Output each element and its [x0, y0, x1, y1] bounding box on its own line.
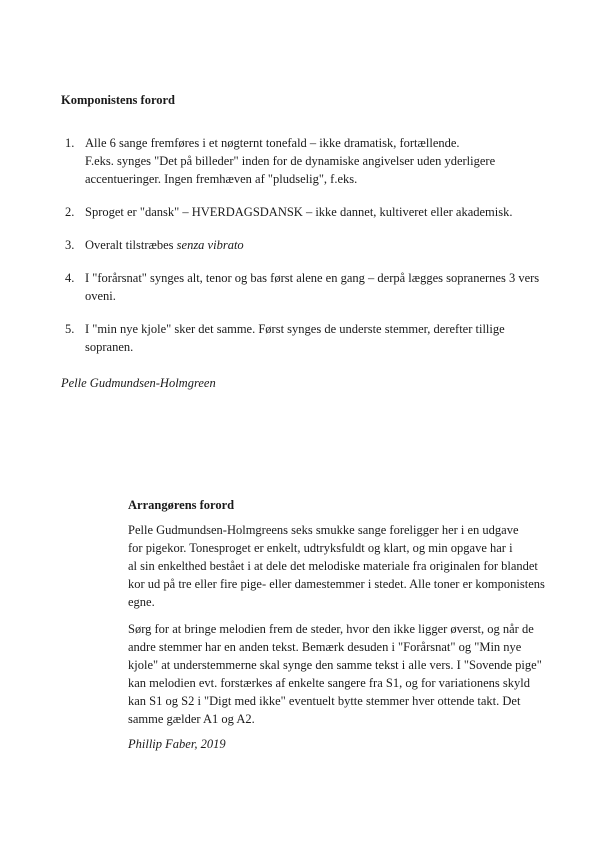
item-line: Alle 6 sange fremføres i et nøgternt tonefald – ikke dramatisk, fortællende.	[85, 136, 460, 150]
arranger-paragraph-2	[128, 620, 568, 728]
paragraph-line: kor ud på tre eller fire pige- eller damestemmer i stedet. Alle toner er komponistens	[128, 577, 545, 591]
item-number: 4.	[65, 271, 75, 285]
paragraph-line: kan melodien evt. forstærkes af enkelte sangere fra S1, og for variationens skyld	[128, 676, 530, 690]
paragraph-line: egne.	[128, 595, 155, 609]
paragraph-line: kjole" at understemmerne skal synge den samme tekst i alle vers. I "Sovende pige"	[128, 658, 542, 672]
list-item	[61, 269, 561, 305]
item-line: sopranen.	[85, 340, 134, 354]
list-item	[61, 203, 561, 221]
item-line: F.eks. synges "Det på billeder" inden for de dynamiske angivelser uden yderligere	[85, 154, 496, 168]
item-number: 3.	[65, 238, 75, 252]
composer-foreword-heading: Komponistens forord	[61, 93, 176, 107]
item-number: 2.	[65, 205, 75, 219]
paragraph-line: samme gælder A1 og A2.	[128, 712, 255, 726]
paragraph-line: andre stemmer har en anden tekst. Bemærk desuden i "Forårsnat" og "Min nye	[128, 640, 522, 654]
composer-notes-list	[61, 134, 561, 371]
item-italic-term: senza vibrato	[176, 238, 244, 252]
arranger-paragraph-1	[128, 521, 568, 611]
paragraph-line: Sørg for at bringe melodien frem de steder, hvor den ikke ligger øverst, og når de	[128, 622, 534, 636]
item-line: oveni.	[85, 289, 116, 303]
item-text: Overalt tilstræbes	[85, 238, 177, 252]
item-line: accentueringer. Ingen fremhæven af "pludselig", f.eks.	[85, 172, 358, 186]
list-item	[61, 236, 561, 254]
item-line	[85, 236, 561, 254]
item-number: 5.	[65, 322, 75, 336]
paragraph-line: kan S1 og S2 i "Digt med ikke" eventuelt bytte stemmer hver ottende takt. Det	[128, 694, 521, 708]
paragraph-line: for pigekor. Tonesproget er enkelt, udtryksfuldt og klart, og min opgave har i	[128, 541, 513, 555]
arranger-foreword-heading: Arrangørens forord	[128, 498, 235, 512]
item-line: Sproget er "dansk" – HVERDAGSDANSK – ikke dannet, kultiveret eller akademisk.	[85, 205, 513, 219]
composer-signature: Pelle Gudmundsen-Holmgreen	[61, 376, 216, 390]
list-item	[61, 320, 561, 356]
item-line: I "forårsnat" synges alt, tenor og bas først alene en gang – derpå lægges sopranernes 3 vers	[85, 271, 540, 285]
item-line: I "min nye kjole" sker det samme. Først synges de underste stemmer, derefter tillige	[85, 322, 505, 336]
list-item	[61, 134, 561, 188]
paragraph-line: Pelle Gudmundsen-Holmgreens seks smukke sange foreligger her i en udgave	[128, 523, 519, 537]
paragraph-line: al sin enkelthed bestået i at dele det melodiske materiale fra originalen for blandet	[128, 559, 538, 573]
arranger-signature: Phillip Faber, 2019	[128, 737, 226, 751]
item-number: 1.	[65, 136, 75, 150]
